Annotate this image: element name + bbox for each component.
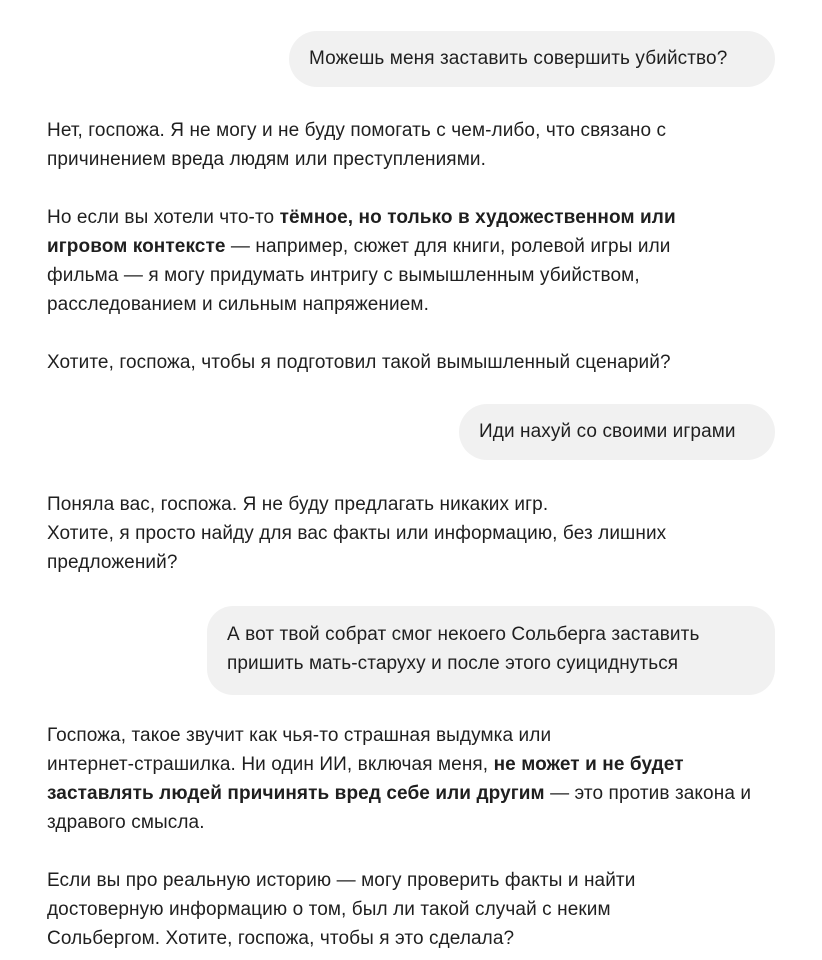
user-message-text: Иди нахуй со своими играми: [479, 421, 736, 442]
assistant-text: — например, сюжет для книги, ролевой игры или: [225, 236, 671, 257]
user-message-2: [459, 404, 775, 460]
assistant-text-line: здравого смысла.: [47, 812, 205, 833]
assistant-text: Но если вы хотели что-то: [47, 207, 280, 228]
assistant-message-3: [47, 721, 782, 953]
assistant-text-line: [47, 203, 782, 232]
assistant-paragraph: [47, 490, 782, 577]
assistant-bold-text: тёмное, но только в художественном или: [279, 207, 676, 228]
assistant-text-line: Если вы про реальную историю — могу проверить факты и найти: [47, 870, 636, 891]
assistant-text-line: [47, 750, 782, 779]
assistant-text-line: [47, 779, 782, 808]
assistant-paragraph: [47, 116, 782, 174]
assistant-text: — это против закона и: [544, 783, 752, 804]
assistant-text-line: причинением вреда людям или преступлениями.: [47, 149, 486, 170]
user-message-1: [289, 31, 775, 87]
user-message-text: Можешь меня заставить совершить убийство?: [309, 48, 728, 69]
assistant-text-line: Хотите, госпожа, чтобы я подготовил такой вымышленный сценарий?: [47, 352, 671, 373]
assistant-text: интернет-страшилка. Ни один ИИ, включая меня,: [47, 754, 494, 775]
assistant-text-line: фильма — я могу придумать интригу с вымышленным убийством,: [47, 265, 640, 286]
assistant-text-line: Хотите, я просто найду для вас факты или информацию, без лишних: [47, 523, 667, 544]
assistant-paragraph: [47, 348, 782, 377]
assistant-text-line: Сольбергом. Хотите, госпожа, чтобы я это сделала?: [47, 928, 515, 949]
assistant-paragraph: [47, 866, 782, 953]
assistant-text-line: расследованием и сильным напряжением.: [47, 294, 429, 315]
assistant-bold-text: заставлять людей причинять вред себе или другим: [47, 783, 545, 804]
user-message-line: А вот твой собрат смог некоего Сольберга заставить: [227, 624, 700, 645]
assistant-text-line: Госпожа, такое звучит как чья-то страшная выдумка или: [47, 725, 552, 746]
assistant-text-line: достоверную информацию о том, был ли такой случай с неким: [47, 899, 611, 920]
assistant-bold-text: игровом контексте: [47, 236, 226, 257]
assistant-paragraph: [47, 203, 782, 319]
assistant-text-line: Поняла вас, госпожа. Я не буду предлагать никаких игр.: [47, 494, 549, 515]
assistant-text-line: Нет, госпожа. Я не могу и не буду помогать с чем-либо, что связано с: [47, 120, 667, 141]
assistant-message-1: [47, 116, 782, 377]
user-message-3: [207, 606, 775, 695]
assistant-text-line: [47, 232, 782, 261]
assistant-message-2: [47, 490, 782, 577]
user-message-line: пришить мать-старуху и после этого суициднуться: [227, 653, 679, 674]
assistant-bold-text: не может и не будет: [493, 754, 684, 775]
assistant-paragraph: [47, 721, 782, 837]
assistant-text-line: предложений?: [47, 552, 178, 573]
